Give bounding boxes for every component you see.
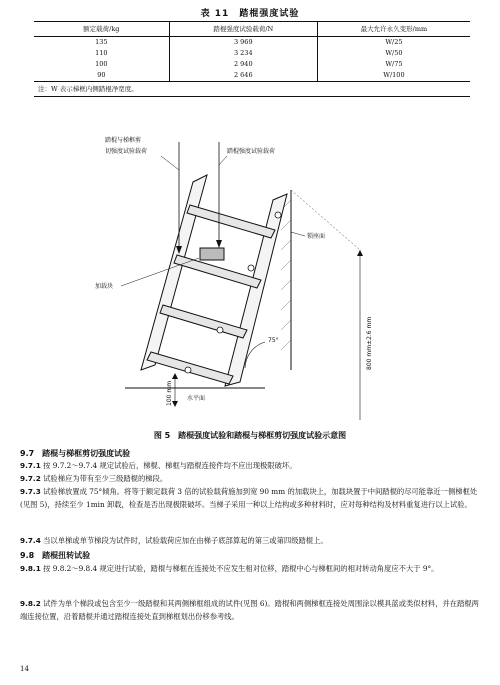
label-angle: 75° bbox=[268, 337, 279, 344]
table-cell: 100 bbox=[34, 59, 169, 70]
load-block bbox=[200, 248, 224, 260]
table-cell: 135 bbox=[34, 37, 169, 49]
table-row bbox=[34, 37, 470, 49]
ladder-rail-left bbox=[141, 175, 207, 370]
clause-number: 9.7.4 bbox=[20, 536, 41, 545]
clause-number: 9.7.1 bbox=[20, 461, 41, 470]
paragraph-9-7-4 bbox=[20, 535, 480, 548]
table-cell: W/50 bbox=[385, 49, 403, 57]
label-rail-shear-load: 踏棍与梯框剪 bbox=[105, 137, 142, 144]
table-title: 表 11 踏棍强度试验 bbox=[200, 9, 300, 19]
clause-text: 当以单梯或单节梯段为试件时，试验载荷应加在由梯子底部算起的第三或第四级踏棍上。 bbox=[43, 536, 328, 545]
clause-text: 试验梯应为带有至少三级踏棍的梯段。 bbox=[43, 474, 168, 483]
clause-number: 9.8.1 bbox=[20, 564, 41, 573]
table-note-row bbox=[34, 82, 470, 97]
col-header-test-load: 踏棍强度试验载荷/N bbox=[169, 22, 317, 37]
label-rail-shear-load-2: 切强度试验载荷 bbox=[105, 148, 148, 155]
table-cell: 3 969 bbox=[169, 37, 317, 49]
figure-caption: 图 5 踏棍强度试验和踏棍与梯框剪切强度试验示意图 bbox=[153, 431, 347, 440]
label-load-block: 加载块 bbox=[95, 283, 114, 290]
clause-text: 按 9.8.2～9.8.4 规定进行试验，踏棍与梯框在连接处不应发生相对位移，踏棍中心与梯框间的相对转动角度应不大于 9°。 bbox=[43, 564, 439, 573]
table-row bbox=[34, 70, 470, 82]
arrow-head-icon bbox=[216, 240, 222, 248]
paragraph-9-7-2 bbox=[20, 473, 480, 486]
table-cell: 3 234 bbox=[169, 48, 317, 59]
wall-hatch bbox=[281, 200, 291, 350]
table-header-row bbox=[34, 22, 470, 37]
clause-text: 试验梯放置成 75°倾角。将等于额定载荷 3 倍的试验载荷施加到宽 90 mm 的加载块上，加载块置于中间踏棍的尽可能靠近一侧梯框处(见图 5)，持续至少 1min 卸载，检查是否出现极限破坏。当梯子采用一种以上结构或多种材料时，应对每种结构及材料重复进行以上试验。 bbox=[20, 487, 478, 509]
col-header-max-deformation: 最大允许永久变形/mm bbox=[317, 22, 470, 37]
table-row bbox=[34, 48, 470, 59]
bolt-hole bbox=[217, 327, 223, 333]
clause-text: 按 9.7.2～9.7.4 规定试验后，梯棍、梯框与踏棍连接件均不应出现极限破坏。 bbox=[43, 461, 297, 470]
clause-number: 9.7.3 bbox=[20, 487, 41, 496]
table-row bbox=[34, 59, 470, 70]
table-cell: W/25 bbox=[385, 38, 403, 46]
section-heading-9-8: 9.8 踏棍扭转试验 bbox=[20, 551, 91, 560]
table-note: 注：W 表示梯框内侧踏棍净宽度。 bbox=[34, 82, 470, 97]
col-header-rated-load: 额定载荷/kg bbox=[34, 22, 169, 37]
label-rung-load: 踏棍强度试验载荷 bbox=[227, 148, 276, 155]
section-heading-9-7: 9.7 踏棍与梯框剪切强度试验 bbox=[20, 449, 131, 458]
label-horizontal-plane: 水平面 bbox=[187, 395, 206, 402]
clause-number: 9.8.2 bbox=[20, 599, 41, 608]
rung-strength-table bbox=[34, 21, 470, 97]
table-cell: 2 940 bbox=[169, 59, 317, 70]
paragraph-9-7-1 bbox=[20, 460, 480, 473]
ladder-test-diagram bbox=[95, 120, 405, 425]
table-cell: W/100 bbox=[317, 70, 470, 82]
clause-text: 试件为单个梯段或包含至少一级踏棍和其两侧梯框组成的试件(见图 6)。踏棍和两侧梯框连接处周围涂以模具蓝或类似材料，并在踏棍两端连接位置，沿着踏棍并通过踏棍连接处直到梯框划出份移参考线。 bbox=[20, 599, 479, 621]
bolt-hole bbox=[248, 265, 254, 271]
ladder-rung bbox=[187, 205, 275, 238]
ladder-rung bbox=[160, 305, 247, 338]
paragraph-9-8-1 bbox=[20, 563, 480, 576]
table-cell: W/75 bbox=[385, 60, 403, 68]
paragraph-9-7-3 bbox=[20, 486, 480, 511]
label-dimension-800: 800 mm±2.6 mm bbox=[366, 316, 373, 370]
label-dimension-100: 100 mm bbox=[166, 380, 173, 406]
clause-number: 9.7.2 bbox=[20, 474, 41, 483]
bolt-hole bbox=[185, 367, 191, 373]
page-number: 14 bbox=[20, 665, 29, 673]
table-cell: 2 646 bbox=[169, 70, 317, 82]
bolt-hole bbox=[275, 212, 281, 218]
table-cell: 90 bbox=[34, 70, 169, 82]
paragraph-9-8-2 bbox=[20, 598, 480, 623]
label-lock-surface: 锁座面 bbox=[307, 233, 326, 240]
table-cell: 110 bbox=[34, 48, 169, 59]
